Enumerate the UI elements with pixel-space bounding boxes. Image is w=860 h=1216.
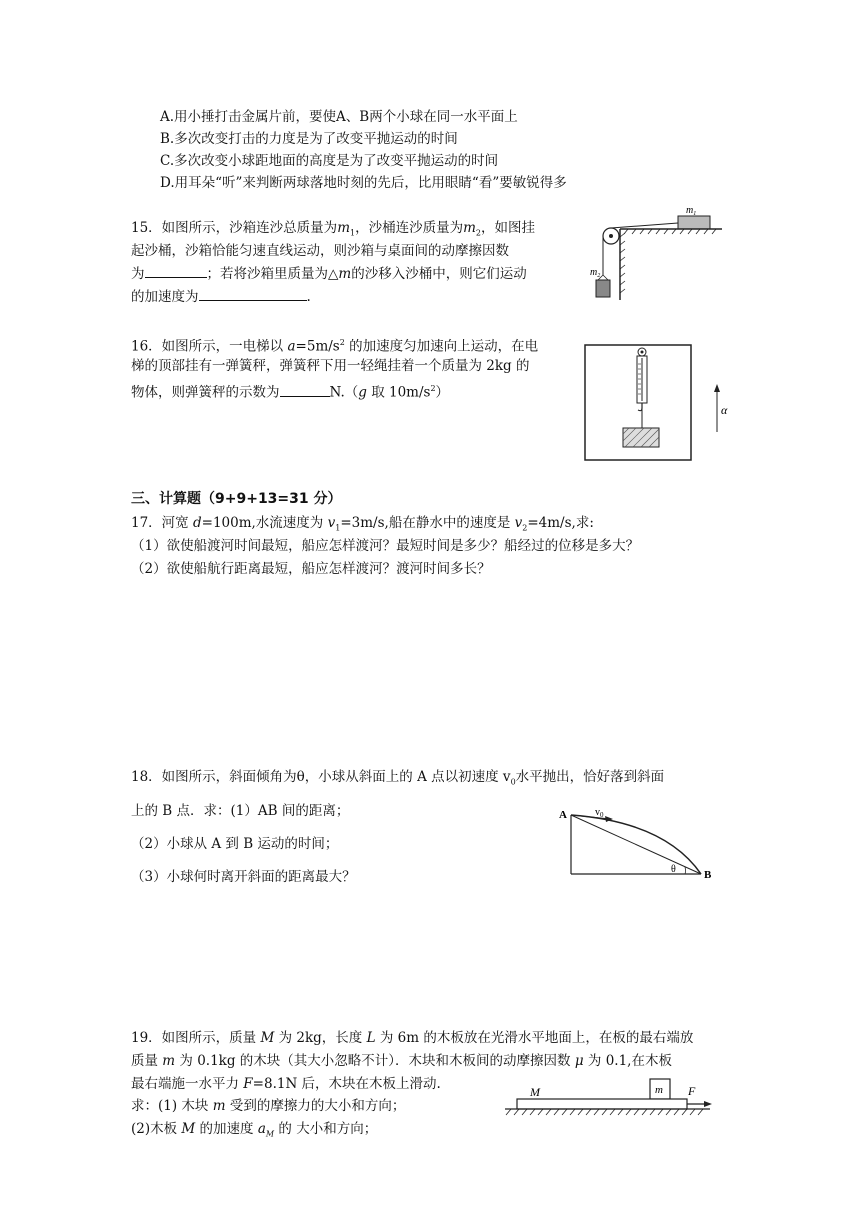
answer-blank[interactable]: [199, 288, 307, 301]
incline-slope: [571, 815, 701, 874]
label-M: M: [530, 1085, 540, 1099]
answer-blank[interactable]: [145, 265, 207, 278]
q15-line-2: 起沙桶，沙箱恰能匀速直线运动，则沙箱与桌面间的动摩擦因数: [131, 243, 509, 259]
q14-option-d: D.用耳朵“听”来判断两球落地时刻的先后，比用眼睛“看”要敏锐得多: [160, 175, 567, 191]
sand-box: [678, 216, 710, 229]
q19-line-4: 求：(1) 木块 m 受到的摩擦力的大小和方向；: [131, 1098, 406, 1114]
q18-line-2: 上的 B 点．求：(1）AB 间的距离；: [131, 803, 350, 819]
sand-bucket: [596, 280, 610, 297]
label-v0: $v_0$: [595, 807, 604, 819]
label-m: m: [655, 1084, 663, 1096]
q18-line-4: （3）小球何时离开斜面的距离最大？: [131, 869, 356, 885]
rope: [611, 223, 678, 228]
q16-line-1: 16．如图所示，一电梯以 $a=5m/s^2$ 的加速度匀加速向上运动，在电: [131, 338, 539, 355]
q19-board-figure: [500, 1078, 725, 1123]
scale-hook: [638, 403, 642, 411]
board-M: [517, 1099, 687, 1109]
label-m1: $m_1$: [686, 205, 697, 217]
label-alpha: α: [721, 403, 728, 417]
section-title: 三、计算题（9+9+13=31 分）: [131, 491, 342, 507]
q15-line-4: 的加速度为 .: [131, 289, 311, 305]
q19-line-1: 19．如图所示，质量 M 为 2kg，长度 L 为 6m 的木板放在光滑水平地面上，在板的最右端放: [131, 1030, 694, 1046]
q15-line-1: 15．如图所示，沙箱连沙总质量为$m_1$，沙桶连沙质量为$m_2$，如图挂: [131, 220, 535, 238]
q16-line-3: 物体，则弹簧秤的示数为 N.（g 取 $10m/s^2$）: [131, 384, 450, 401]
q18-line-3: （2）小球从 A 到 B 运动的时间；: [131, 836, 339, 852]
q17-line-1: 17．河宽 d=100m,水流速度为 $v_1=3m/s$,船在静水中的速度是 $v_2=4m/s$,求:: [131, 515, 594, 533]
answer-blank[interactable]: [280, 384, 330, 397]
q16-line-2: 梯的顶部挂有一弹簧秤，弹簧秤下用一轻绳挂着一个质量为 2kg 的: [131, 358, 530, 374]
label-F: F: [688, 1084, 696, 1098]
q18-line-1: 18．如图所示，斜面倾角为θ，小球从斜面上的 A 点以初速度 $v_0$水平抛出，恰好落到斜面: [131, 769, 665, 787]
q15-line-3: 为 ；若将沙箱里质量为△m的沙移入沙桶中，则它们运动: [131, 266, 527, 282]
q19-line-3: 最右端施一水平力 F=8.1N 后，木块在木板上滑动.: [131, 1076, 441, 1092]
q14-option-b: B.多次改变打击的力度是为了改变平抛运动的时间: [160, 131, 458, 147]
label-m2: $m_2$: [590, 267, 601, 279]
q16-elevator-figure: [584, 344, 734, 462]
q19-line-5: (2)木板 M 的加速度 $a_M$ 的 大小和方向；: [131, 1121, 378, 1139]
label-point-a: A: [559, 809, 567, 821]
q14-option-a: A.用小捶打击金属片前，要使A、B两个小球在同一水平面上: [160, 109, 518, 125]
q17-line-3: （2）欲使船航行距离最短，船应怎样渡河？渡河时间多长？: [131, 561, 491, 577]
label-point-b: B: [704, 869, 712, 881]
q17-line-2: （1）欲使船渡河时间最短，船应怎样渡河？最短时间是多少？船经过的位移是多大？: [131, 538, 640, 554]
q19-line-2: 质量 m 为 0.1kg 的木块（其大小忽略不计）．木块和木板间的动摩擦因数 μ 为 0.1,在木板: [131, 1053, 672, 1069]
label-theta: θ: [671, 864, 676, 875]
q14-option-c: C.多次改变小球距地面的高度是为了改变平抛运动的时间: [160, 153, 499, 169]
q18-incline-figure: [555, 808, 720, 883]
q15-pulley-figure: [590, 205, 730, 315]
